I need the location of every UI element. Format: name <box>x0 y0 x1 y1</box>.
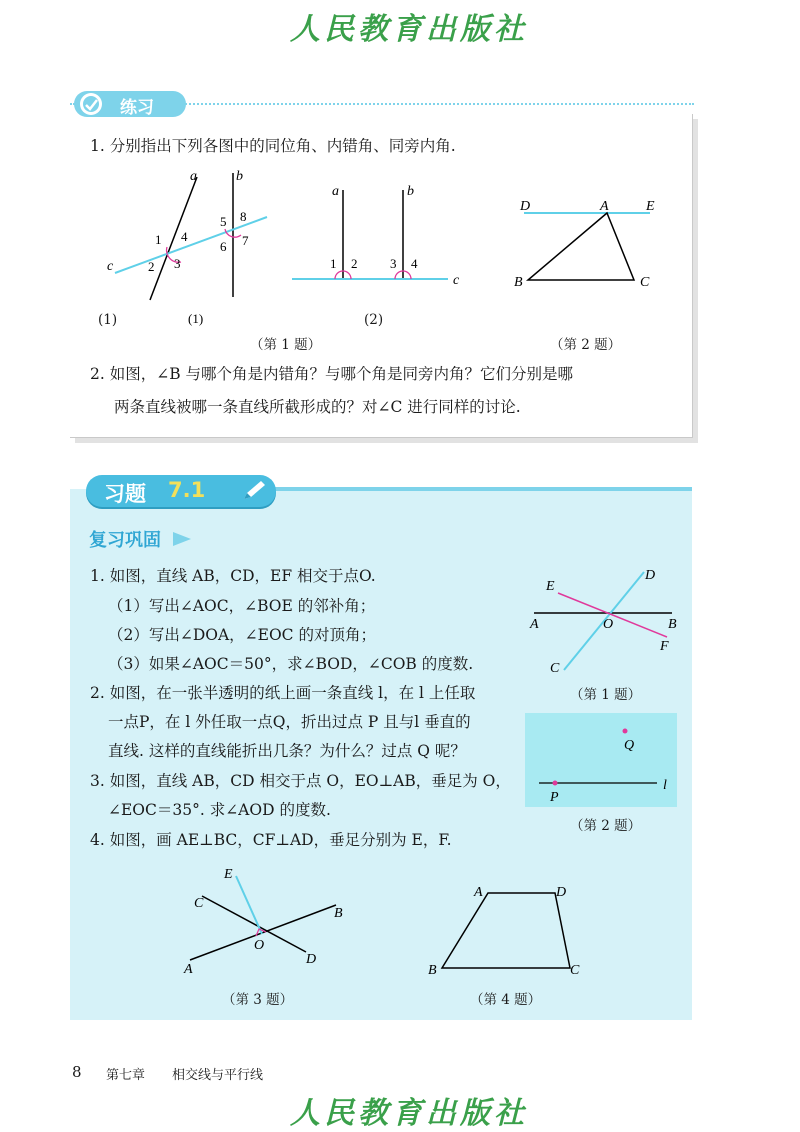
label-a: a <box>332 184 339 199</box>
angle-3: 3 <box>390 256 397 271</box>
figure-ex-3 <box>178 860 353 980</box>
review-title-text: 复习巩固 <box>89 530 161 551</box>
chapter-label: 第七章 <box>106 1068 146 1083</box>
trapezoid-abcd <box>442 893 570 968</box>
angle-5: 5 <box>220 214 227 229</box>
practice-tab <box>74 91 186 117</box>
translucent-paper <box>525 713 677 807</box>
label-b: b <box>236 169 243 184</box>
label-b: b <box>407 184 414 199</box>
q1-text: 分别指出下列各图中的同位角、内错角、同旁内角. <box>109 137 456 155</box>
figure-ex-4 <box>420 872 595 982</box>
ex-q2-line2: 一点P，在 l 外任取一点Q，折出过点 P 且与l 垂直的 <box>108 713 471 731</box>
ex-q3-line2: ∠EOC＝35°. 求∠AOD 的度数. <box>108 801 331 819</box>
point-o: O <box>254 938 265 953</box>
point-a: A <box>530 617 539 632</box>
ex-q1-line4: （3）如果∠AOC＝50°，求∠BOD，∠COB 的度数. <box>108 655 474 673</box>
point-q: Q <box>624 738 635 753</box>
caption-ex-2: （第 2 题） <box>570 818 642 834</box>
angle-1: 1 <box>155 232 162 247</box>
practice-icon <box>80 93 102 115</box>
ex-q1-line2: （1）写出∠AOC，∠BOE 的邻补角； <box>108 597 376 615</box>
point-a: A <box>184 962 193 977</box>
point-c: C <box>194 896 204 911</box>
caption-q1: （第 1 题） <box>250 337 322 353</box>
angle-3: 3 <box>174 256 181 271</box>
point-a: A <box>474 885 483 900</box>
point-f: F <box>660 639 669 654</box>
practice-q1 <box>90 136 456 156</box>
angle-4: 4 <box>411 256 418 271</box>
point-d: D <box>306 952 317 967</box>
figure-1-2 <box>290 180 480 295</box>
label-c: c <box>453 273 460 288</box>
publisher-logo-footer: 人民教育出版社 <box>290 1097 528 1130</box>
angle-1: 1 <box>330 256 337 271</box>
sub-caption-2-text: (2) <box>364 312 384 328</box>
figure-2 <box>510 194 670 294</box>
ex-q1-line3: （2）写出∠DOA，∠EOC 的对顶角； <box>108 626 376 644</box>
label-l: l <box>663 778 667 793</box>
page-number: 8 <box>72 1063 82 1081</box>
review-section-title <box>89 526 193 552</box>
point-c: C <box>550 661 560 676</box>
practice-q2-line2: 两条直线被哪一条直线所截形成的？对∠C 进行同样的讨论. <box>114 398 521 416</box>
ex-q4-line1: 4. 如图，画 AE⊥BC，CF⊥AD，垂足分别为 E，F. <box>90 831 452 849</box>
practice-title: 练习 <box>120 98 154 118</box>
exercise-tab <box>86 475 276 507</box>
point-d: D <box>645 568 656 583</box>
pencil-icon <box>240 479 268 503</box>
q2-number: 2. <box>90 365 105 383</box>
publisher-logo: 人民教育出版社 <box>290 13 528 46</box>
point-c: C <box>570 963 580 978</box>
angle-4: 4 <box>181 229 188 244</box>
point-e: E <box>224 867 233 882</box>
angle-2: 2 <box>351 256 358 271</box>
triangle-abc <box>528 213 634 280</box>
q1-number: 1. <box>90 137 105 155</box>
figure-ex-1 <box>522 560 692 678</box>
angle-7: 7 <box>242 233 249 248</box>
label-c: c <box>107 259 114 274</box>
chapter-title: 相交线与平行线 <box>172 1068 264 1083</box>
point-q-dot <box>623 729 628 734</box>
sub-caption-1: (1) <box>188 311 204 326</box>
line-eo <box>236 876 262 934</box>
angle-6: 6 <box>220 239 227 254</box>
sub-caption-1-text: (1) <box>98 312 118 328</box>
caption-ex-4: （第 4 题） <box>470 992 542 1008</box>
exercise-title: 习题 <box>104 482 146 506</box>
practice-q2-line1 <box>90 364 573 384</box>
caption-q2: （第 2 题） <box>550 337 622 353</box>
point-d: D <box>520 199 531 214</box>
point-b: B <box>428 963 437 978</box>
q2-text-1: 如图，∠B 与哪个角是内错角？与哪个角是同旁内角？它们分别是哪 <box>109 365 574 383</box>
caption-ex-1: （第 1 题） <box>570 687 642 703</box>
arrow-right-icon <box>171 530 193 548</box>
ex-q1-line1: 1. 如图，直线 AB，CD，EF 相交于点O. <box>90 567 376 585</box>
point-a: A <box>600 199 609 214</box>
angle-8: 8 <box>240 209 247 224</box>
caption-ex-3: （第 3 题） <box>222 992 294 1008</box>
point-e: E <box>646 199 655 214</box>
point-p: P <box>550 790 559 805</box>
label-a: a <box>190 169 197 184</box>
point-b: B <box>514 275 523 290</box>
exercise-number: 7.1 <box>168 478 206 502</box>
ex-q2-line3: 直线. 这样的直线能折出几条？为什么？过点 Q 呢？ <box>108 742 466 760</box>
figure-1-1 <box>95 165 295 326</box>
point-e: E <box>546 579 555 594</box>
point-p-dot <box>553 781 558 786</box>
ex-q2-line1: 2. 如图，在一张半透明的纸上画一条直线 l，在 l 上任取 <box>90 684 476 702</box>
angle-2: 2 <box>148 259 155 274</box>
point-b: B <box>334 906 343 921</box>
point-d: D <box>556 885 567 900</box>
point-c: C <box>640 275 650 290</box>
point-b: B <box>668 617 677 632</box>
figure-ex-2 <box>525 713 677 807</box>
ex-q3-line1: 3. 如图，直线 AB，CD 相交于点 O，EO⊥AB，垂足为 O， <box>90 772 511 790</box>
point-o: O <box>603 617 614 632</box>
